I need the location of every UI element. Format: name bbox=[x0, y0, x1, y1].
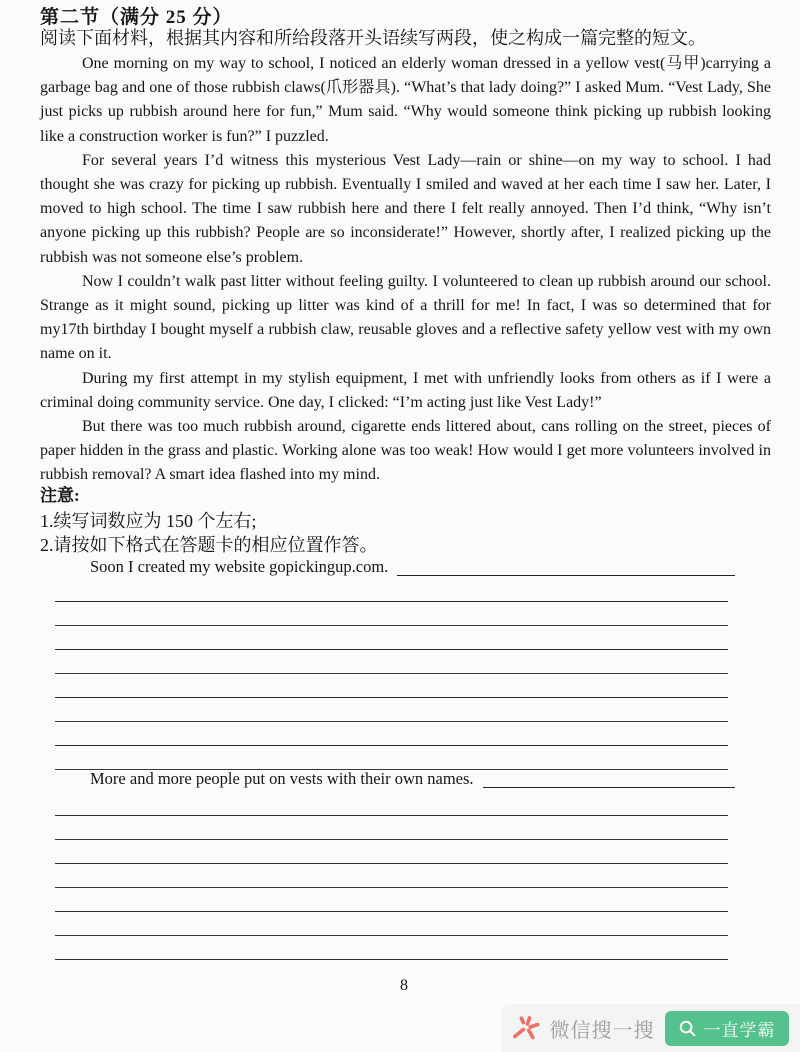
study-badge-button[interactable] bbox=[665, 1011, 789, 1046]
notes-label: 注意: bbox=[40, 486, 80, 505]
watermark-strip bbox=[501, 1004, 800, 1052]
wechat-search-burst-icon bbox=[513, 1015, 540, 1042]
answer-blank-underline bbox=[483, 769, 735, 788]
watermark-platform-label: 微信搜一搜 bbox=[549, 1019, 655, 1042]
answer-ruled-line bbox=[55, 912, 728, 936]
answer-paragraph2-opening-row bbox=[40, 766, 735, 792]
search-icon bbox=[678, 1019, 697, 1038]
passage-paragraph: But there was too much rubbish around, cigarette ends littered about, cans rolling on the street, pieces of paper hidden in the grass and plastic. Working alone was too weak! How would I get more volunteers involved in rubbish removal? A smart idea flashed into my mind. bbox=[40, 418, 771, 484]
answer-ruled-line bbox=[55, 936, 728, 960]
note-item: 1.续写词数应为 150 个左右; bbox=[40, 510, 257, 531]
answer-ruled-lines-group-1 bbox=[55, 578, 728, 770]
page-number: 8 bbox=[400, 977, 408, 994]
section-title: 第二节（满分 25 分） bbox=[40, 7, 233, 28]
answer-ruled-line bbox=[55, 888, 728, 912]
notes-block bbox=[40, 484, 770, 558]
answer-ruled-line bbox=[55, 602, 728, 626]
answer-ruled-line bbox=[55, 792, 728, 816]
reading-passage bbox=[40, 52, 771, 488]
search-button-label: 一直学霸 bbox=[703, 1020, 776, 1040]
answer-ruled-line bbox=[55, 674, 728, 698]
answer-paragraph1-opening: Soon I created my website gopickingup.com. bbox=[90, 557, 389, 576]
answer-ruled-line bbox=[55, 864, 728, 888]
answer-ruled-line bbox=[55, 650, 728, 674]
task-instruction: 阅读下面材料，根据其内容和所给段落开头语续写两段，使之构成一篇完整的短文。 bbox=[40, 28, 706, 48]
answer-ruled-line bbox=[55, 578, 728, 602]
answer-ruled-line bbox=[55, 698, 728, 722]
passage-paragraph: Now I couldn’t walk past litter without feeling guilty. I volunteered to clean up rubbish around our school. Strange as it might sound, picking up litter was kind of a thrill for me! In fact, I was so determined that for my17th birthday I bought myself a rubbish claw, reusable gloves and a reflective safety yellow vest with my own name on it. bbox=[40, 272, 771, 363]
passage-paragraph: One morning on my way to school, I noticed an elderly woman dressed in a yellow vest(马甲)carrying a garbage bag and one of those rubbish claws(爪形器具). “What’s that lady doing?” I asked Mum. “Vest Lady, She just picks up rubbish around here for fun,” Mum said. “Why would someone think picking up rubbish looking like a construction worker is fun?” I puzzled. bbox=[40, 55, 771, 145]
answer-paragraph2-opening: More and more people put on vests with their own names. bbox=[90, 769, 474, 788]
passage-paragraph: For several years I’d witness this mysterious Vest Lady—rain or shine—on my way to school. I had thought she was crazy for picking up rubbish. Eventually I smiled and waved at her each time I saw her. Later, I moved to high school. The time I saw rubbish here and there I felt really annoyed. Then I’d think, “Why isn’t anyone picking up this rubbish? People are so inconsiderate!” However, shortly after, I realized picking up the rubbish was not someone else’s problem. bbox=[40, 151, 771, 266]
note-item: 2.请按如下格式在答题卡的相应位置作答。 bbox=[40, 535, 378, 556]
answer-ruled-line bbox=[55, 626, 728, 650]
answer-paragraph1-opening-row bbox=[40, 554, 735, 580]
answer-ruled-line bbox=[55, 722, 728, 746]
answer-ruled-line bbox=[55, 840, 728, 864]
answer-ruled-line bbox=[55, 816, 728, 840]
answer-blank-underline bbox=[397, 557, 735, 576]
answer-ruled-lines-group-2 bbox=[55, 792, 728, 960]
passage-paragraph: During my first attempt in my stylish equipment, I met with unfriendly looks from others as if I were a criminal doing community service. One day, I clicked: “I’m acting just like Vest Lady!” bbox=[40, 369, 771, 411]
